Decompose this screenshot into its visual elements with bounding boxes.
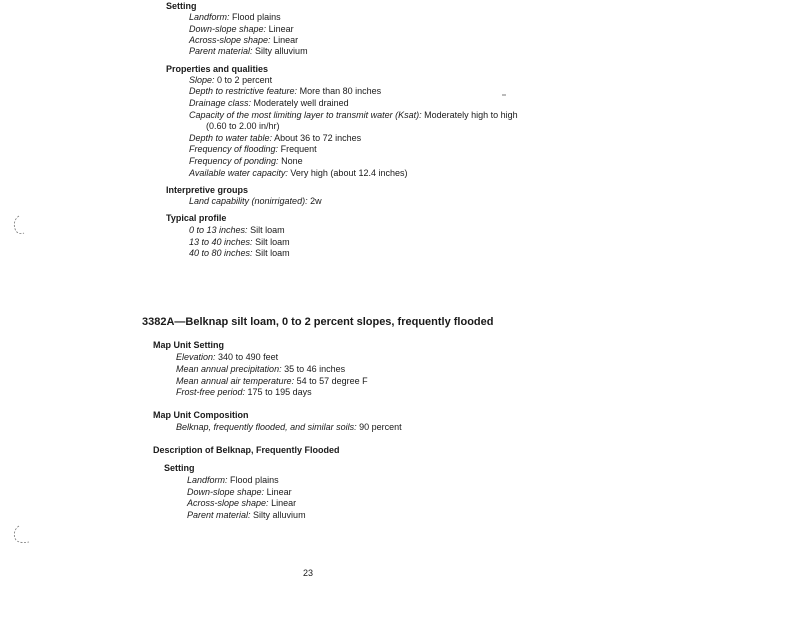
property-item-continuation: (0.60 to 2.00 in/hr) bbox=[206, 121, 280, 131]
profile-item: 13 to 40 inches: Silt loam bbox=[189, 237, 290, 247]
profile-item: 40 to 80 inches: Silt loam bbox=[189, 248, 290, 258]
description-heading: Description of Belknap, Frequently Flooded bbox=[153, 445, 340, 455]
setting-item: Landform: Flood plains bbox=[189, 12, 281, 22]
setting-heading: Setting bbox=[166, 1, 197, 11]
property-item: Available water capacity: Very high (about 12.4 inches) bbox=[189, 168, 408, 178]
properties-heading: Properties and qualities bbox=[166, 64, 269, 74]
setting-item: Down-slope shape: Linear bbox=[189, 24, 294, 34]
setting-item: Parent material: Silty alluvium bbox=[187, 510, 306, 520]
map-unit-composition-heading: Map Unit Composition bbox=[153, 410, 249, 420]
interpretive-item: Land capability (nonirrigated): 2w bbox=[189, 196, 322, 206]
map-unit-setting-item: Mean annual air temperature: 54 to 57 degree F bbox=[176, 376, 368, 386]
property-item: Frequency of ponding: None bbox=[189, 156, 303, 166]
map-unit-composition-item: Belknap, frequently flooded, and similar soils: 90 percent bbox=[176, 422, 402, 432]
map-unit-setting-heading: Map Unit Setting bbox=[153, 340, 224, 350]
setting-item: Landform: Flood plains bbox=[187, 475, 279, 485]
property-item: Frequency of flooding: Frequent bbox=[189, 144, 317, 154]
property-item: Depth to restrictive feature: More than 80 inches bbox=[189, 86, 382, 96]
setting-heading: Setting bbox=[164, 463, 195, 473]
scan-speck-mark bbox=[500, 92, 508, 98]
setting-item: Parent material: Silty alluvium bbox=[189, 46, 308, 56]
page-number: 23 bbox=[303, 568, 314, 578]
property-item: Drainage class: Moderately well drained bbox=[189, 98, 349, 108]
map-unit-setting-item: Frost-free period: 175 to 195 days bbox=[176, 387, 312, 397]
punch-hole-mark bbox=[10, 524, 32, 546]
property-item: Capacity of the most limiting layer to transmit water (Ksat): Moderately high to high bbox=[189, 110, 518, 120]
setting-item: Across-slope shape: Linear bbox=[189, 35, 299, 45]
profile-item: 0 to 13 inches: Silt loam bbox=[189, 225, 285, 235]
setting-item: Down-slope shape: Linear bbox=[187, 487, 292, 497]
map-unit-setting-item: Elevation: 340 to 490 feet bbox=[176, 352, 279, 362]
property-item: Slope: 0 to 2 percent bbox=[189, 75, 273, 85]
map-unit-title: 3382A—Belknap silt loam, 0 to 2 percent slopes, frequently flooded bbox=[142, 316, 494, 328]
punch-hole-mark bbox=[10, 214, 26, 236]
setting-item: Across-slope shape: Linear bbox=[187, 498, 297, 508]
map-unit-setting-item: Mean annual precipitation: 35 to 46 inches bbox=[176, 364, 346, 374]
interpretive-heading: Interpretive groups bbox=[166, 185, 249, 195]
profile-heading: Typical profile bbox=[166, 213, 227, 223]
property-item: Depth to water table: About 36 to 72 inches bbox=[189, 133, 362, 143]
